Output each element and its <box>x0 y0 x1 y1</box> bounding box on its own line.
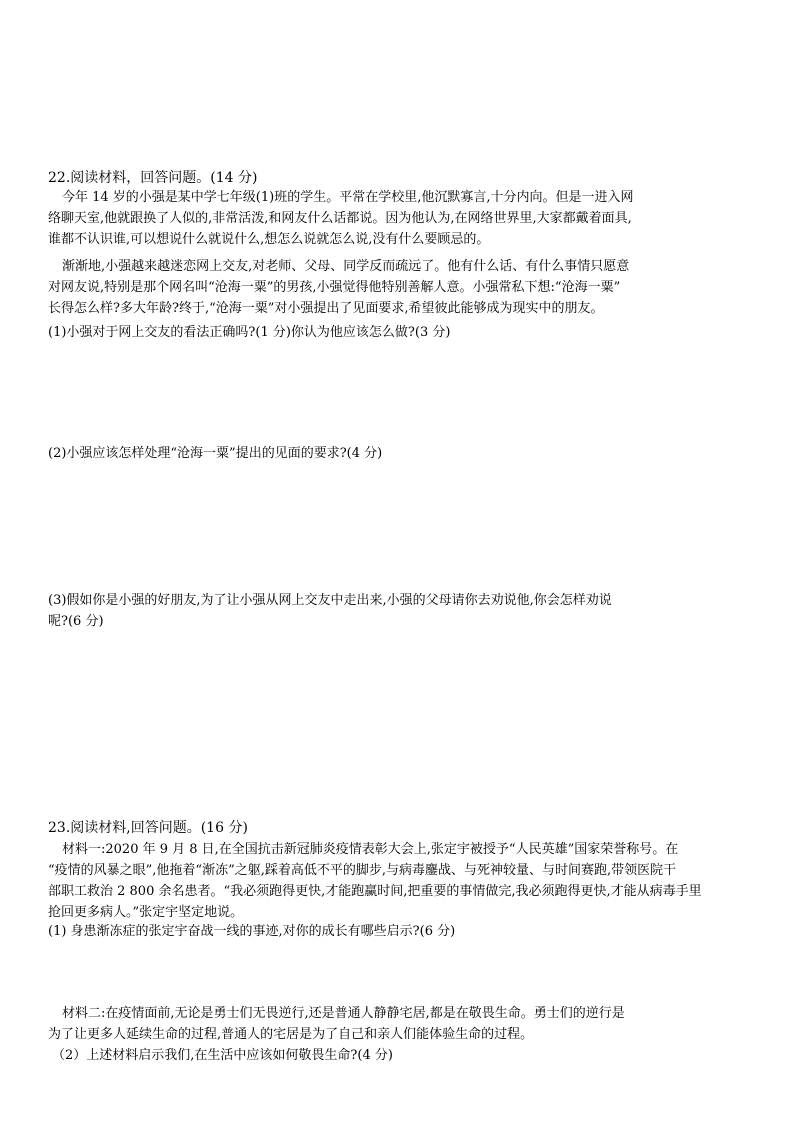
q23-material1-line2: “疫情的风暴之眼”,他拖着“渐冻”之躯,踩着高低不平的脚步,与病毒鏖战、与死神较量、与时间赛跑,带领医院干 <box>48 863 677 878</box>
q22-para1-line2: 络聊天室,他就跟换了人似的,非常活泼,和网友什么话都说。因为他认为,在网络世界里,大家都戴着面具, <box>48 211 632 226</box>
q22-subquestion-3-line1: (3)假如你是小强的好朋友,为了让小强从网上交友中走出来,小强的父母请你去劝说他,你会怎样劝说 <box>48 593 612 608</box>
q23-material1-line4: 抢回更多病人。”张定宇坚定地说。 <box>48 905 244 920</box>
question-23-title: 23.阅读材料,回答问题。(16 分) <box>48 820 248 836</box>
q22-para1-line1: 今年 14 岁的小强是某中学七年级(1)班的学生。平常在学校里,他沉默寡言,十分内向。但是一进入网 <box>62 190 634 205</box>
q22-subquestion-3-line2: 呢?(6 分) <box>48 614 104 629</box>
q22-para2-line2: 对网友说,特别是那个网名叫“沧海一粟”的男孩,小强觉得他特别善解人意。小强常私下想:“沧海一粟” <box>48 280 621 295</box>
q22-subquestion-1: (1)小强对于网上交友的看法正确吗?(1 分)你认为他应该怎么做?(3 分) <box>48 325 451 340</box>
q22-para1-line3: 谁都不认识谁,可以想说什么就说什么,想怎么说就怎么说,没有什么要顾忌的。 <box>48 232 490 247</box>
question-22-title: 22.阅读材料，回答问题。(14 分) <box>48 170 258 186</box>
q22-para2-line3: 长得怎么样?多大年龄?终于,“沧海一粟”对小强提出了见面要求,希望彼此能够成为现实中的朋友。 <box>48 301 604 316</box>
q23-subquestion-2: （2）上述材料启示我们,在生活中应该如何敬畏生命?(4 分) <box>52 1048 393 1063</box>
q22-para2-line1: 渐渐地,小强越来越迷恋网上交友,对老师、父母、同学反而疏远了。他有什么话、有什么事情只愿意 <box>62 259 630 274</box>
q23-subquestion-1: (1) 身患渐冻症的张定宇奋战一线的事迹,对你的成长有哪些启示?(6 分) <box>48 924 456 939</box>
q23-material2-line2: 为了让更多人延续生命的过程,普通人的宅居是为了自己和亲人们能体验生命的过程。 <box>48 1027 534 1042</box>
q23-material1-line1: 材料一:2020 年 9 月 8 日,在全国抗击新冠肺炎疫情表彰大会上,张定宇被授予“人民英雄”国家荣誉称号。在 <box>62 842 679 857</box>
q23-material1-line3: 部职工救治 2 800 余名患者。“我必须跑得更快,才能跑赢时间,把重要的事情做完,我必须跑得更快,才能从病毒手里 <box>48 884 702 899</box>
q22-subquestion-2: (2)小强应该怎样处理“沧海一粟”提出的见面的要求?(4 分) <box>48 446 383 461</box>
q23-material2-line1: 材料二:在疫情面前,无论是勇士们无畏逆行,还是普通人静静宅居,都是在敬畏生命。勇士们的逆行是 <box>62 1006 625 1021</box>
